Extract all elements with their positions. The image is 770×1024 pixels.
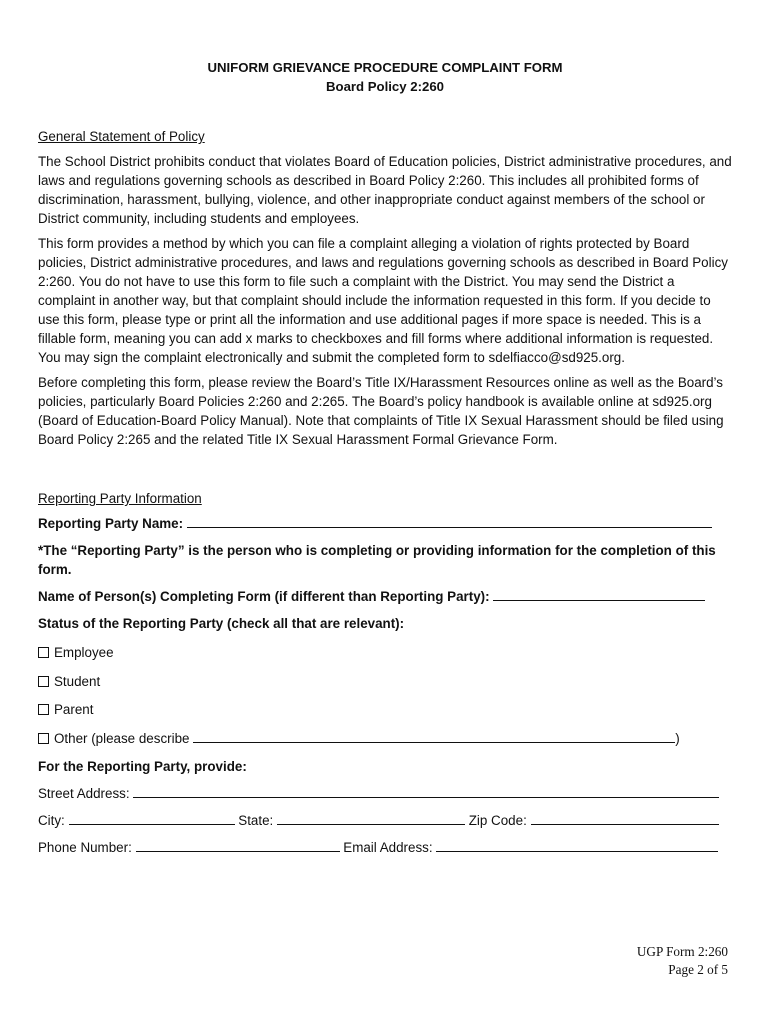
reporting-party-note: *The “Reporting Party” is the person who is completing or providing information for the completion of this form. <box>38 543 716 577</box>
status-option-employee <box>38 643 732 662</box>
state-field[interactable] <box>277 811 465 825</box>
city-field[interactable] <box>69 811 235 825</box>
policy-paragraph-1: The School District prohibits conduct that violates Board of Education policies, District administrative procedures, and laws and regulations governing schools as described in Board Policy 2:260. This includes all prohibited forms of discrimination, harassment, bullying, violence, and other inappropriate conduct against members of the school or District community, including students and employees. <box>38 154 732 226</box>
employee-checkbox[interactable] <box>38 647 49 658</box>
city-state-zip-row <box>38 811 732 830</box>
street-address-field[interactable] <box>133 784 719 798</box>
form-content <box>38 127 732 865</box>
status-label: Status of the Reporting Party (check all that are relevant): <box>38 616 405 631</box>
other-checkbox[interactable] <box>38 733 49 744</box>
form-id: UGP Form 2:260 <box>636 944 728 959</box>
completer-name-label: Name of Person(s) Completing Form (if different than Reporting Party): <box>38 589 490 604</box>
state-label: State: <box>238 813 274 828</box>
reporting-party-name-label: Reporting Party Name: <box>38 516 184 531</box>
student-checkbox[interactable] <box>38 676 49 687</box>
title-block <box>0 58 770 96</box>
status-option-student <box>38 672 732 691</box>
email-label: Email Address: <box>343 840 433 855</box>
page-number: Page 2 of 5 <box>668 962 728 977</box>
reporting-heading: Reporting Party Information <box>38 491 202 506</box>
form-subtitle: Board Policy 2:260 <box>325 79 444 94</box>
employee-label: Employee <box>54 645 114 660</box>
street-address-label: Street Address: <box>38 786 130 801</box>
policy-paragraph-2: This form provides a method by which you can file a complaint alleging a violation of rights protected by Board policies, District administrative procedures, and laws and regulations governing schools as described in Board Policy 2:260. You do not have to use this form to file such a complaint with the District. You may send the District a complaint in another way, but that complaint should include the information requested in this form. If you decide to use this form, please type or print all the information and use additional pages if more space is needed. This is a fillable form, meaning you can add x marks to checkboxes and fill forms where additional information is requested. You may sign the complaint electronically and submit the completed form to sdelfiacco@sd925.org. <box>38 236 728 365</box>
student-label: Student <box>54 673 101 689</box>
completer-name-field[interactable] <box>493 587 705 601</box>
other-close-paren: ) <box>675 730 680 746</box>
other-label: Other (please describe <box>54 730 190 746</box>
phone-email-row <box>38 838 732 857</box>
form-title: UNIFORM GRIEVANCE PROCEDURE COMPLAINT FORM <box>207 60 563 75</box>
phone-field[interactable] <box>136 838 340 852</box>
phone-label: Phone Number: <box>38 840 132 855</box>
status-option-parent <box>38 700 732 719</box>
completer-name-row <box>38 587 732 606</box>
policy-paragraph-3: Before completing this form, please review the Board’s Title IX/Harassment Resources online as well as the Board’s policies, particularly Board Policies 2:260 and 2:265. The Board’s policy handbook is available online at sd925.org (Board of Education-Board Policy Manual). Note that complaints of Title IX Sexual Harassment should be filed using Board Policy 2:265 and the related Title IX Sexual Harassment Formal Grievance Form. <box>38 375 724 447</box>
reporting-party-name-row <box>38 514 732 533</box>
zip-label: Zip Code: <box>468 813 527 828</box>
reporting-party-name-field[interactable] <box>187 514 712 528</box>
city-label: City: <box>38 813 65 828</box>
status-option-other <box>38 729 732 748</box>
provide-label: For the Reporting Party, provide: <box>38 759 247 774</box>
parent-label: Parent <box>54 702 94 717</box>
page-footer <box>637 943 728 979</box>
other-description-field[interactable] <box>193 729 675 743</box>
parent-checkbox[interactable] <box>38 704 49 715</box>
street-address-row <box>38 784 732 803</box>
email-field[interactable] <box>436 838 718 852</box>
zip-field[interactable] <box>531 811 719 825</box>
policy-heading: General Statement of Policy <box>38 129 205 144</box>
